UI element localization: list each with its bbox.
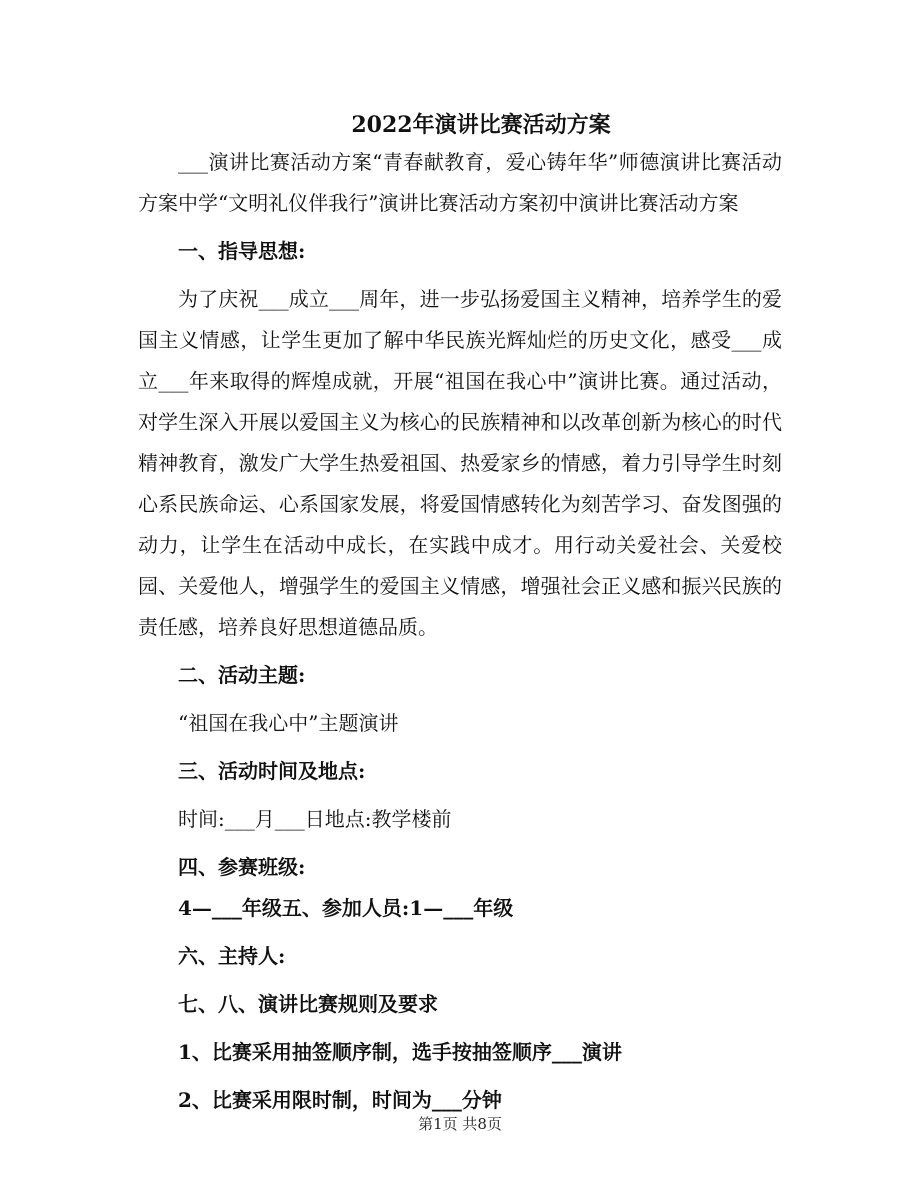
page-number: 第1页 共8页 [418, 1115, 502, 1133]
section-heading-theme: 二、活动主题: [178, 663, 306, 687]
section-heading-time-place: 三、活动时间及地点: [178, 759, 366, 783]
section-heading-host: 六、主持人: [178, 944, 286, 968]
section-heading-classes: 四、参赛班级: [178, 855, 306, 879]
rule-item-1: 1、比赛采用抽签顺序制，选手按抽签顺序___演讲 [178, 1040, 622, 1064]
section-body-guiding-ideology: 为了庆祝___成立___周年，进一步弘扬爱国主义精神，培养学生的爱国主义情感，让学生更加了解中华民族光辉灿烂的历史文化，感受___成立___年来取得的辉煌成就，开展“祖国在我心中”演讲比赛。通过活动，对学生深入开展以爱国主义为核心的民族精神和以改革创新为核心的时代精神教育，激发广大学生热爱祖国、热爱家乡的情感，着力引导学生时刻心系民族命运、心系国家发展，将爱国情感转化为刻苦学习、奋发图强的动力，让学生在活动中成长，在实践中成才。用行动关爱社会、关爱校园、关爱他人，增强学生的爱国主义情感，增强社会正义感和振兴民族的责任感，培养良好思想道德品质。 [138, 287, 782, 639]
section-body-theme: “祖国在我心中”主题演讲 [178, 711, 399, 735]
section-body-time-place: 时间:___月___日地点:教学楼前 [178, 807, 452, 831]
rule-item-2: 2、比赛采用限时制，时间为___分钟 [178, 1088, 502, 1112]
document-title: 2022年演讲比赛活动方案 [351, 112, 611, 138]
section-body-classes: 4—___年级五、参加人员:1—___年级 [178, 896, 514, 920]
section-heading-guiding-ideology: 一、指导思想: [178, 239, 306, 263]
section-heading-rules: 七、八、演讲比赛规则及要求 [178, 992, 438, 1016]
document-body [138, 142, 782, 1121]
intro-paragraph: ___演讲比赛活动方案“青春献教育，爱心铸年华”师德演讲比赛活动方案中学“文明礼仪伴我行”演讲比赛活动方案初中演讲比赛活动方案 [138, 150, 782, 215]
